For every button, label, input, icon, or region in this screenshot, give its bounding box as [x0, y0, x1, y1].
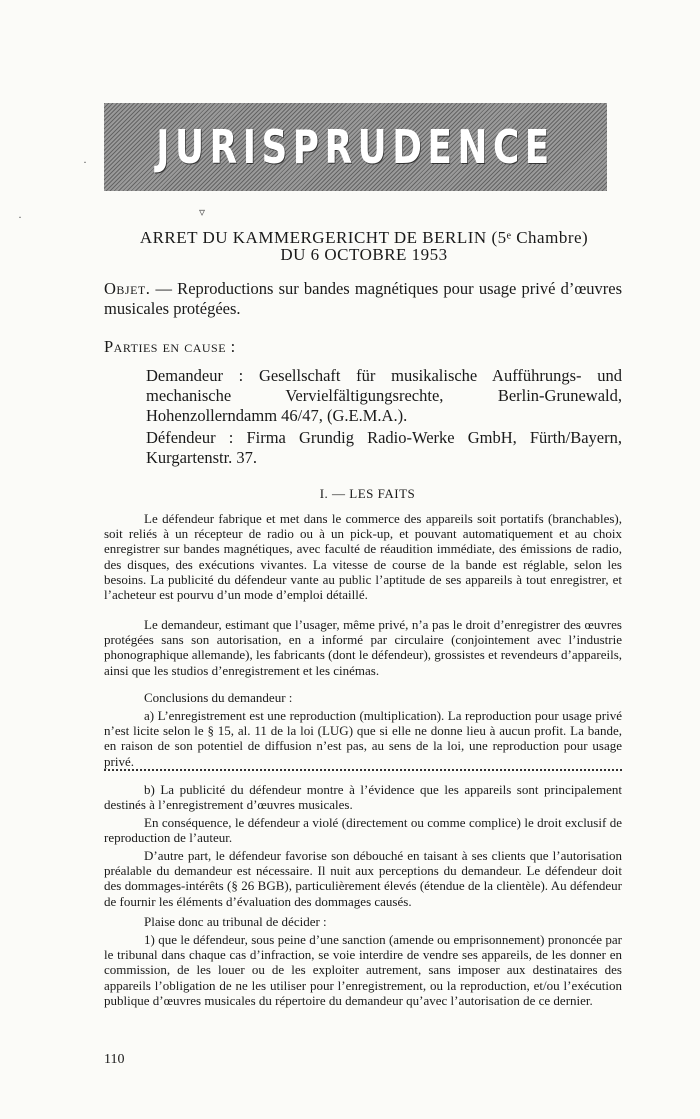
scan-mark: · [18, 210, 22, 224]
defendeur-text: Firma Grundig Radio-Werke GmbH, Fürth/Bayern, Kurgartenstr. 37. [146, 428, 622, 467]
paragraph-1: Le défendeur fabrique et met dans le commerce des appareils soit portatifs (branchables), soit reliés à un récepteur de radio ou à un pick-up, et pouvant automatiquement et au choix enregistrer sur bandes magnétiques, avec faculté de réaudition immédiate, des émissions de radio, des disques, des exécutions vivantes. La vitesse de course de la bande est réglable, selon les besoins. La publicité du défendeur vante au public l’aptitude de ses appareils à tout enregistrer, et l’acheteur est pourvu d’un mode d’emploi détaillé. [104, 511, 622, 603]
paragraph-9: 1) que le défendeur, sous peine d’une sanction (amende ou emprisonnement) prononcée par le tribunal dans chaque cas d’infraction, se voie interdire de vendre ses appareils, de les donner en commission, de les louer ou de les exploiter autrement, sans imposer aux destinataires des appareils l’obligation de ne les utiliser pour l’enregistrement, ou la reproduction, et/ou l’exécution publique d’œuvres musicales du répertoire du demandeur qu’avec l’autorisation de ce dernier. [104, 932, 622, 1008]
scan-mark: ▿ [199, 205, 206, 219]
paragraph-8: Plaise donc au tribunal de décider : [144, 914, 327, 929]
decision-title: ARRET DU KAMMERGERICHT DE BERLIN (5ᵉ Chambre) [139, 228, 589, 247]
objet-label: Objet. [104, 279, 151, 298]
decision-date: DU 6 OCTOBRE 1953 [280, 245, 448, 264]
paragraph-6: En conséquence, le défendeur a violé (directement ou comme complice) le droit exclusif de reproduction de l’auteur. [104, 815, 622, 846]
defendeur-label: Défendeur : [146, 428, 234, 447]
defendeur-block [146, 428, 622, 468]
demandeur-label: Demandeur : [146, 366, 244, 385]
page-number: 110 [104, 1052, 125, 1067]
section-heading: I. — LES FAITS [319, 486, 416, 501]
paragraph-3: Conclusions du demandeur : [144, 690, 293, 705]
scan-mark: · [83, 155, 87, 169]
objet-text: — Reproductions sur bandes magnétiques pour usage privé d’œuvres musicales protégées. [104, 279, 622, 318]
objet-block [104, 279, 622, 319]
demandeur-block [146, 366, 622, 426]
banner-title: JURISPRUDENCE [156, 120, 555, 174]
paragraph-7: D’autre part, le défendeur favorise son débouché en taisant à ses clients que l’autorisation préalable du demandeur est nécessaire. Il nuit aux perceptions du demandeur. Le défendeur doit des dommages-intérêts (§ 26 BGB), particulièrement élevés (étendue de la clientèle). Au défendeur de fournir les éléments d’évaluation des dommages causés. [104, 848, 622, 909]
paragraph-5: b) La publicité du défendeur montre à l’évidence que les appareils sont principalement destinés à l’enregistrement d’œuvres musicales. [104, 782, 622, 813]
paragraph-2: Le demandeur, estimant que l’usager, même privé, n’a pas le droit d’enregistrer des œuvres protégées sans son autorisation, en a informé par circulaire (conjointement avec l’industrie phonographique allemande), les fabricants (dont le défendeur), grossistes et revendeurs d’appareils, ainsi que les studios d’enregistrement et les cinémas. [104, 617, 623, 678]
parties-label: Parties en cause : [104, 337, 236, 356]
paragraph-4: a) L’enregistrement est une reproduction (multiplication). La reproduction pour usage privé n’est licite selon le § 15, al. 11 de la loi (LUG) que si elle ne donne lieu à aucun profit. La bande, en raison de son potentiel de diffusion n’est pas, au sens de la loi, une reproduction pour usage privé. [104, 708, 622, 769]
section-banner [104, 103, 607, 191]
ellipsis-divider [104, 763, 622, 771]
demandeur-text: Gesellschaft für musikalische Aufführungs- und mechanische Vervielfältigungsrechte, Berlin-Grunewald, Hohenzollerndamm 46/47, (G.E.M.A.). [146, 366, 622, 425]
